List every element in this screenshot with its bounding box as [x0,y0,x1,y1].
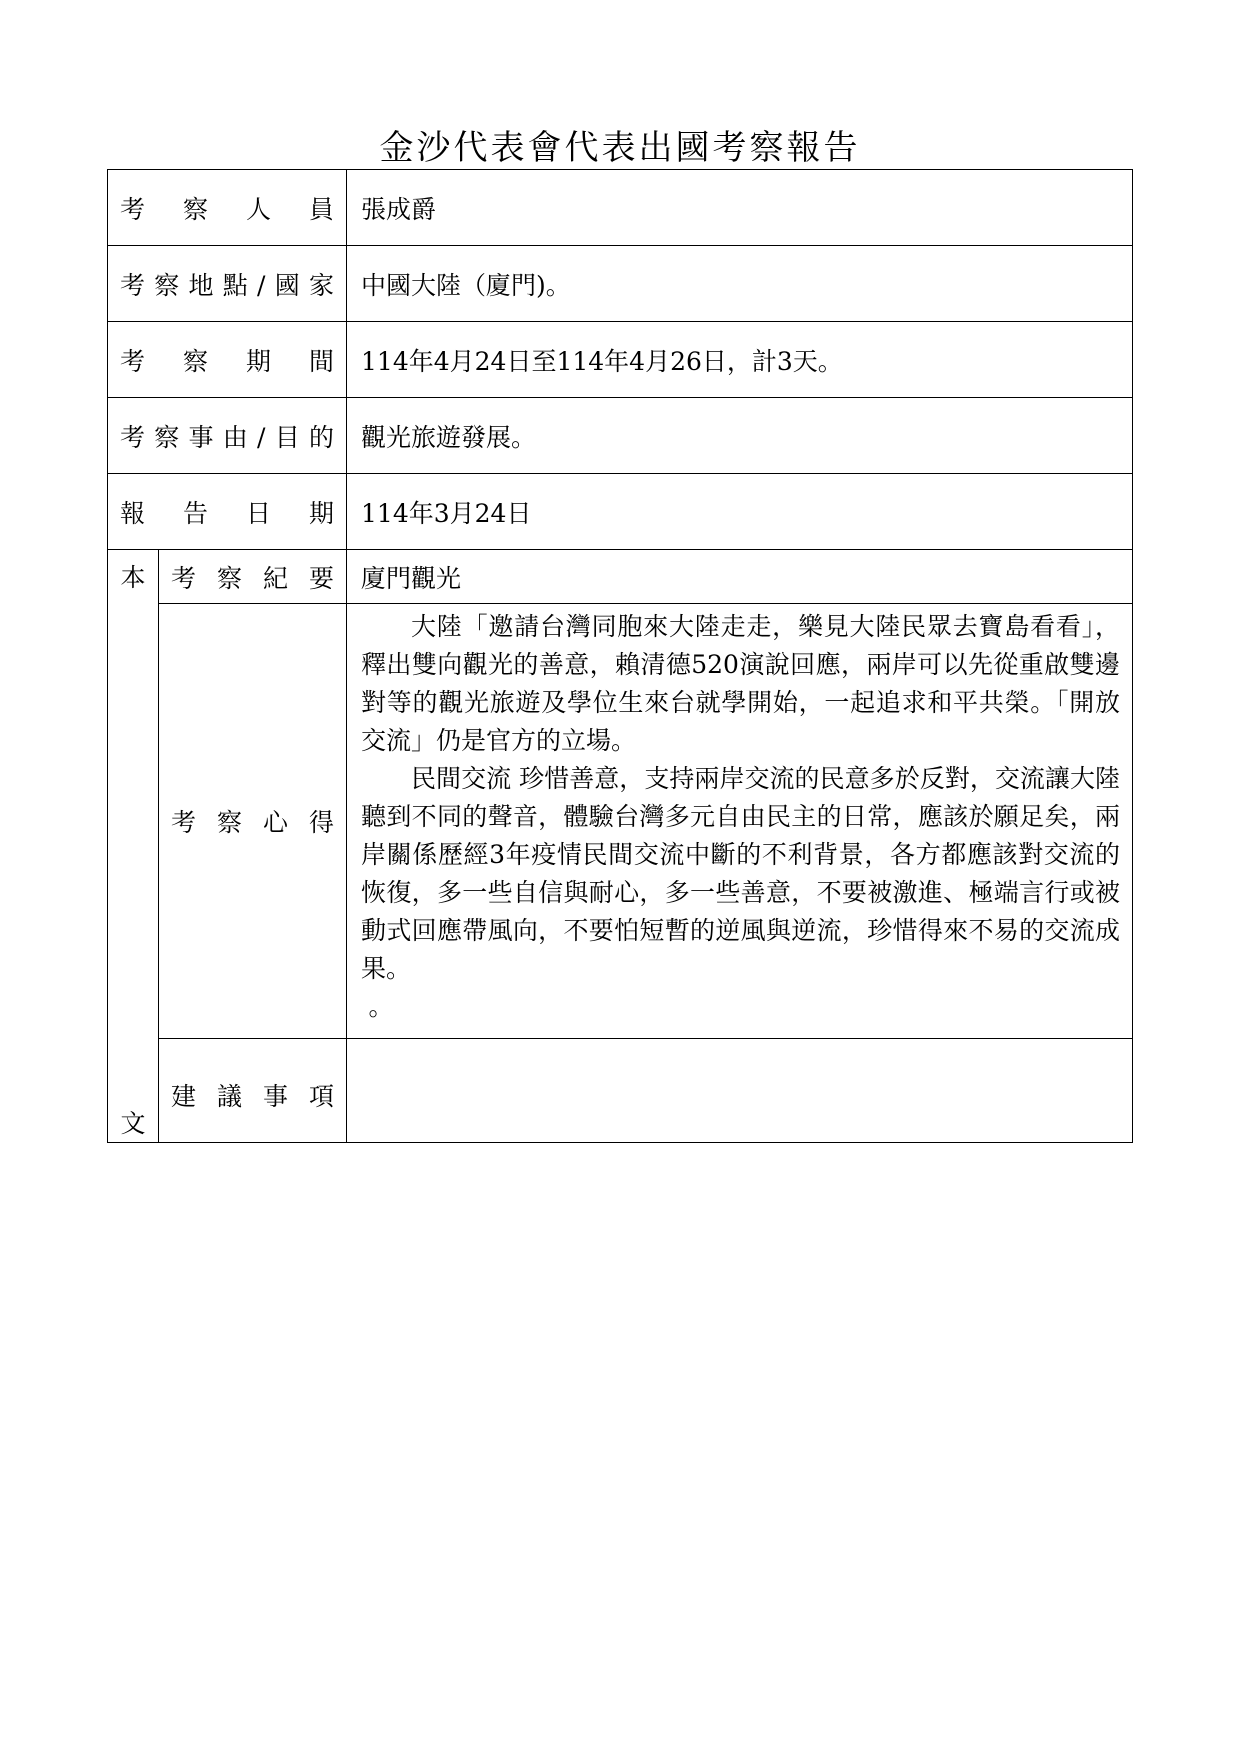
insights-paragraph: 大陸「邀請台灣同胞來大陸走走，樂見大陸民眾去寶島看看」，釋出雙向觀光的善意，賴清德520演說回應，兩岸可以先從重啟雙邊對等的觀光旅遊及學位生來台就學開始，一起追求和平共榮。「開放交流」仍是官方的立場。 [361,612,1121,755]
insights-tail: 。 [368,992,394,1021]
summary-label: 考察紀要 [159,550,347,604]
period-label: 考察期間 [108,322,347,398]
insights-paragraph: 民間交流 珍惜善意，支持兩岸交流的民意多於反對，交流讓大陸聽到不同的聲音，體驗台灣多元自由民主的日常，應該於願足矣，兩岸關係歷經3年疫情民間交流中斷的不利背景，各方都應該對交流的恢復，多一些自信與耐心，多一些善意，不要被激進、極端言行或被動式回應帶風向，不要怕短暫的逆風與逆流，珍惜得來不易的交流成果。 [361,764,1121,983]
table-row-suggestions [108,1039,1133,1143]
table-row-summary [108,550,1133,604]
body-side-label-bottom: 文 [120,1109,146,1138]
insights-content [347,604,1133,1039]
table-row-period [108,322,1133,398]
table-row-insights [108,604,1133,1039]
body-side-label [108,550,159,1143]
table-row-personnel [108,170,1133,246]
body-side-label-top: 本 [120,563,146,592]
table-row-report-date [108,474,1133,550]
period-value: 114年4月24日至114年4月26日，計3天。 [347,322,1133,398]
personnel-value: 張成爵 [347,170,1133,246]
report-date-value: 114年3月24日 [347,474,1133,550]
purpose-value: 觀光旅遊發展。 [347,398,1133,474]
page-title: 金沙代表會代表出國考察報告 [379,128,861,168]
suggestions-label: 建議事項 [159,1039,347,1143]
report-table [107,169,1133,1143]
insights-label: 考察心得 [159,604,347,1039]
location-value: 中國大陸（廈門)。 [347,246,1133,322]
table-row-location [108,246,1133,322]
personnel-label: 考察人員 [108,170,347,246]
purpose-label: 考察事由/目的 [108,398,347,474]
table-row-purpose [108,398,1133,474]
suggestions-value [347,1039,1133,1143]
summary-value: 廈門觀光 [347,550,1133,604]
location-label: 考察地點/國家 [108,246,347,322]
report-date-label: 報告日期 [108,474,347,550]
